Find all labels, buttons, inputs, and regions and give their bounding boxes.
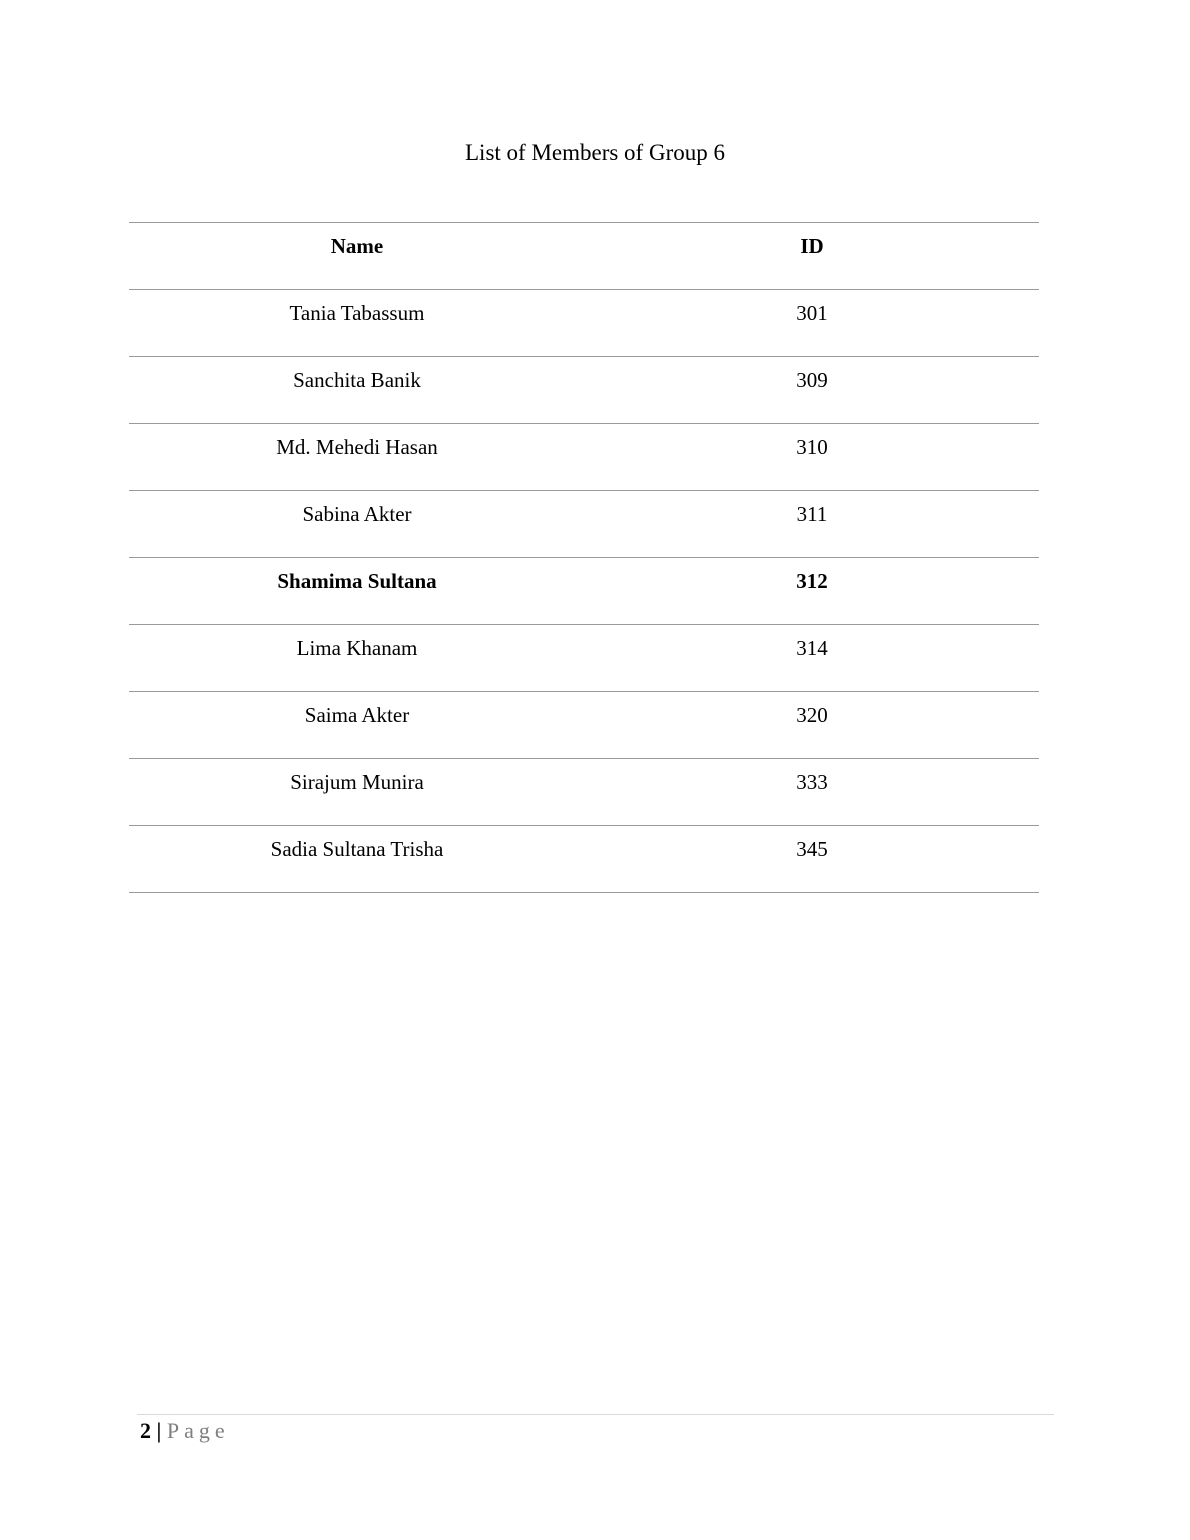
member-name: Tania Tabassum (129, 290, 585, 357)
member-id: 309 (585, 357, 1039, 424)
footer-divider (137, 1414, 1054, 1415)
page-label: Page (166, 1418, 230, 1443)
table-row (129, 625, 1039, 692)
member-id: 333 (585, 759, 1039, 826)
member-id: 301 (585, 290, 1039, 357)
column-header-name: Name (129, 223, 585, 290)
table-row (129, 424, 1039, 491)
member-name: Sirajum Munira (129, 759, 585, 826)
member-name: Lima Khanam (129, 625, 585, 692)
table-header-row (129, 223, 1039, 290)
member-id: 311 (585, 491, 1039, 558)
member-name: Sabina Akter (129, 491, 585, 558)
member-id: 314 (585, 625, 1039, 692)
table-row (129, 290, 1039, 357)
member-name: Sanchita Banik (129, 357, 585, 424)
member-name: Saima Akter (129, 692, 585, 759)
member-id: 310 (585, 424, 1039, 491)
member-name: Shamima Sultana (129, 558, 585, 625)
members-table (129, 222, 1039, 893)
member-id: 320 (585, 692, 1039, 759)
table-row (129, 692, 1039, 759)
column-header-id: ID (585, 223, 1039, 290)
footer-separator: | (156, 1418, 162, 1443)
page-footer (140, 1417, 230, 1445)
table-row (129, 491, 1039, 558)
table-row (129, 357, 1039, 424)
member-name: Sadia Sultana Trisha (129, 826, 585, 893)
page-number: 2 (140, 1418, 151, 1443)
member-id: 345 (585, 826, 1039, 893)
member-id: 312 (585, 558, 1039, 625)
table-row (129, 558, 1039, 625)
table-row (129, 826, 1039, 893)
table-row (129, 759, 1039, 826)
page-title: List of Members of Group 6 (465, 140, 725, 165)
member-name: Md. Mehedi Hasan (129, 424, 585, 491)
